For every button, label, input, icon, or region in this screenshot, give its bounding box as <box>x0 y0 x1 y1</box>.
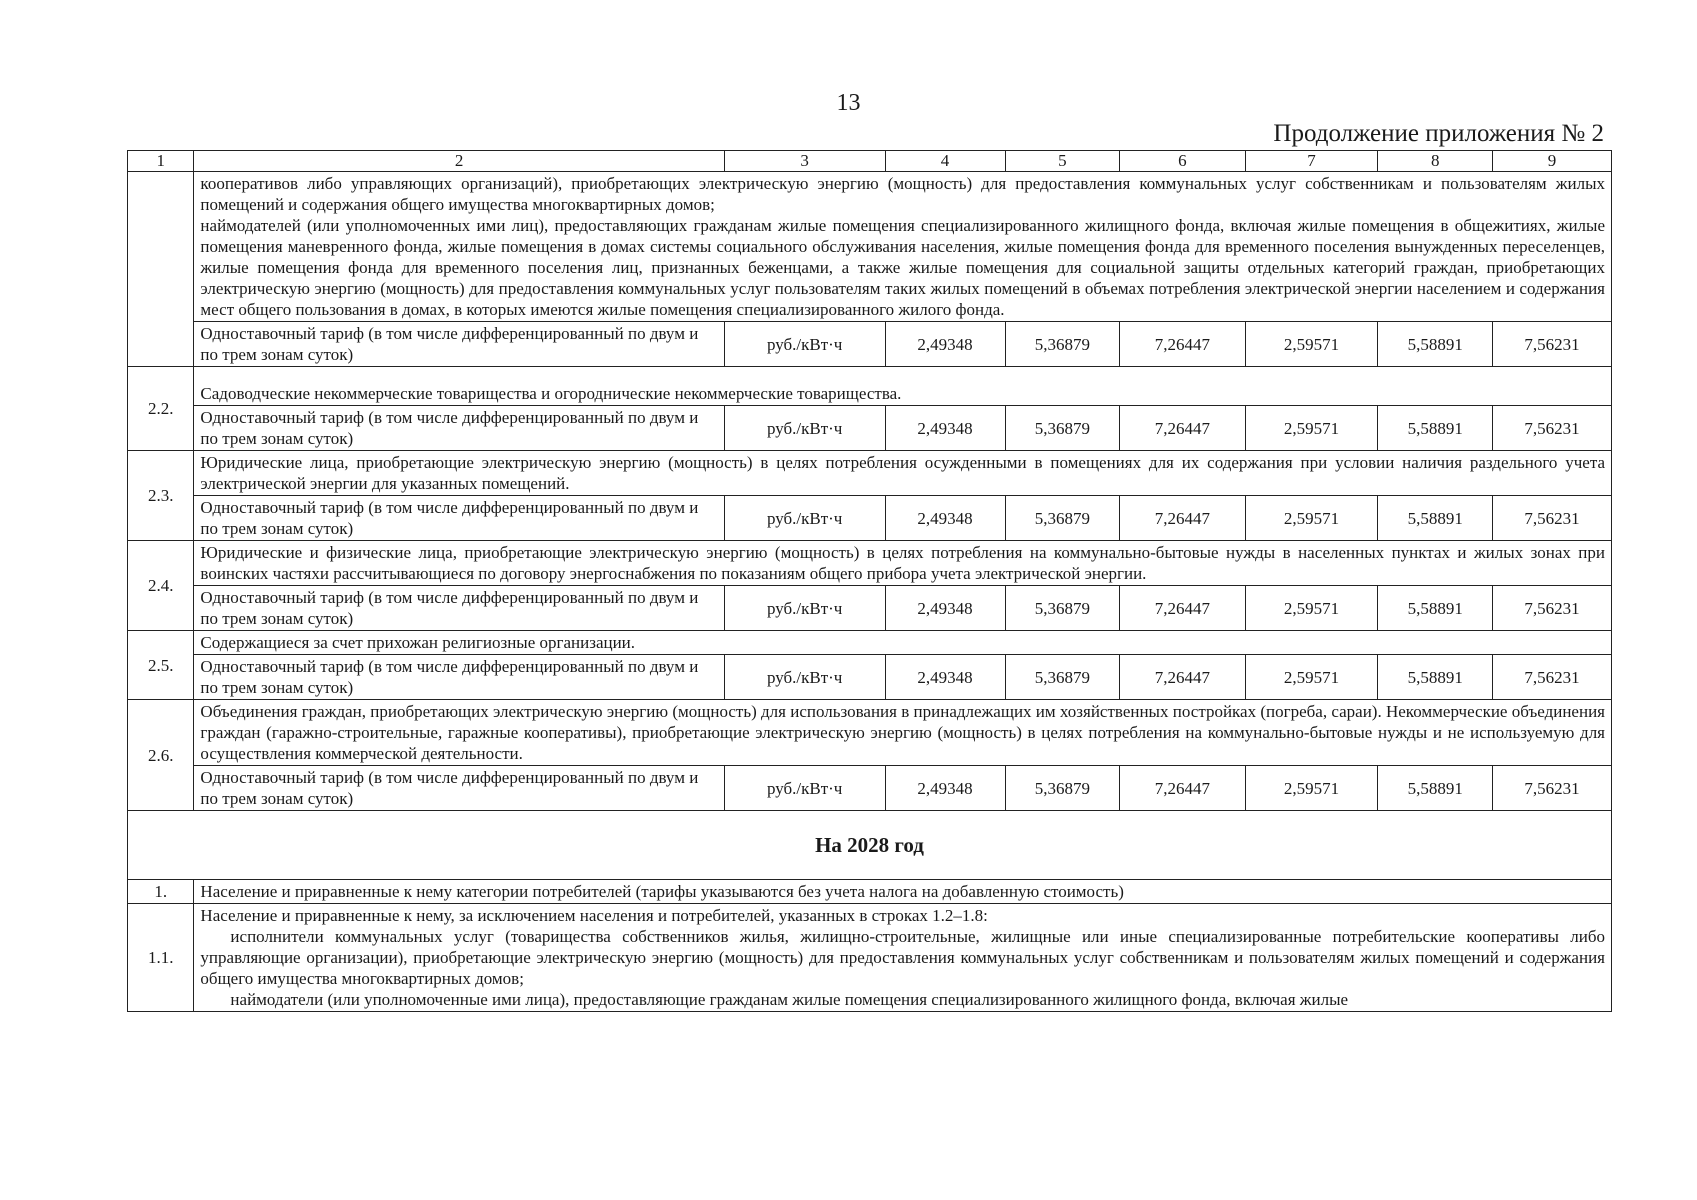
row-number: 1.1. <box>128 904 194 1012</box>
tariff-unit: руб./кВт·ч <box>724 655 885 700</box>
row-number: 2.3. <box>128 451 194 541</box>
tariff-value: 7,26447 <box>1120 586 1245 631</box>
tariff-value: 5,58891 <box>1378 766 1493 811</box>
tariff-value: 2,49348 <box>885 406 1005 451</box>
tariff-value: 7,56231 <box>1493 322 1612 367</box>
tariff-value: 7,26447 <box>1120 322 1245 367</box>
row-description: Население и приравненные к нему категории потребителей (тарифы указываются без учета налога на добавленную стоимость) <box>194 880 1612 904</box>
tariff-unit: руб./кВт·ч <box>724 322 885 367</box>
column-number: 5 <box>1005 151 1120 172</box>
column-number: 3 <box>724 151 885 172</box>
row-text: наймодатели (или уполномоченные ими лица), предоставляющие гражданам жилые помещения специализированного жилищного фонда, включая жилые <box>230 990 1349 1009</box>
group-description: Юридические и физические лица, приобретающие электрическую энергию (мощность) в целях потребления на коммунально-бытовые нужды в населенных пунктах и жилых зонах при воинских частяхи рассчитывающиеся по договору энергоснабжения по показаниям общего прибора учета электрической энергии. <box>194 541 1612 586</box>
tariff-value: 7,56231 <box>1493 586 1612 631</box>
table-row <box>128 172 1612 322</box>
tariff-value: 2,49348 <box>885 655 1005 700</box>
column-number-row <box>128 151 1612 172</box>
tariff-value: 2,49348 <box>885 322 1005 367</box>
column-number: 1 <box>128 151 194 172</box>
year-heading-row <box>128 811 1612 880</box>
tariff-unit: руб./кВт·ч <box>724 586 885 631</box>
tariff-label: Одноставочный тариф (в том числе дифференцированный по двум и по трем зонам суток) <box>194 496 724 541</box>
tariff-value: 2,59571 <box>1245 586 1378 631</box>
row-number: 2.6. <box>128 700 194 811</box>
row-number: 2.5. <box>128 631 194 700</box>
tariff-value: 2,59571 <box>1245 766 1378 811</box>
tariff-label: Одноставочный тариф (в том числе дифференцированный по двум и по трем зонам суток) <box>194 322 724 367</box>
tariff-row <box>128 655 1612 700</box>
tariff-value: 7,56231 <box>1493 766 1612 811</box>
tariff-value: 5,58891 <box>1378 406 1493 451</box>
tariff-value: 2,59571 <box>1245 322 1378 367</box>
tariff-row <box>128 586 1612 631</box>
row-number: 2.2. <box>128 367 194 451</box>
table-row <box>128 541 1612 586</box>
tariff-value: 2,49348 <box>885 586 1005 631</box>
tariff-value: 7,26447 <box>1120 766 1245 811</box>
continued-description <box>194 172 1612 322</box>
tariff-value: 5,36879 <box>1005 766 1120 811</box>
tariff-value: 7,56231 <box>1493 406 1612 451</box>
row-number: 2.4. <box>128 541 194 631</box>
tariff-value: 7,26447 <box>1120 496 1245 541</box>
row-text: исполнители коммунальных услуг (товарищества собственников жилья, жилищно-строительные, жилищные или иные специализированные потребительские кооперативы либо управляющие организации), приобретающие электрическую энергию (мощность) для предоставления коммунальных услуг собственникам и пользователям жилых помещений и содержания общего имущества многоквартирных домов; <box>200 927 1605 988</box>
tariff-value: 7,56231 <box>1493 496 1612 541</box>
tariff-row <box>128 406 1612 451</box>
row-number: 1. <box>128 880 194 904</box>
tariff-value: 5,36879 <box>1005 322 1120 367</box>
appendix-note: Продолжение приложения № 2 <box>1273 120 1604 147</box>
page-number: 13 <box>836 90 861 116</box>
column-number: 4 <box>885 151 1005 172</box>
tariff-table <box>127 150 1612 1012</box>
year-heading: На 2028 год <box>128 811 1612 880</box>
tariff-row <box>128 322 1612 367</box>
group-description: Юридические лица, приобретающие электрическую энергию (мощность) в целях потребления осужденными в помещениях для их содержания при условии наличия раздельного учета электрической энергии для указанных помещений. <box>194 451 1612 496</box>
row-text: Население и приравненные к нему, за исключением населения и потребителей, указанных в строках 1.2–1.8: <box>200 906 988 925</box>
tariff-row <box>128 766 1612 811</box>
tariff-row <box>128 496 1612 541</box>
tariff-value: 2,49348 <box>885 766 1005 811</box>
table-row <box>128 700 1612 766</box>
tariff-unit: руб./кВт·ч <box>724 766 885 811</box>
tariff-unit: руб./кВт·ч <box>724 496 885 541</box>
tariff-value: 5,36879 <box>1005 406 1120 451</box>
tariff-value: 5,36879 <box>1005 655 1120 700</box>
tariff-value: 5,36879 <box>1005 496 1120 541</box>
tariff-value: 2,59571 <box>1245 655 1378 700</box>
group-description: Содержащиеся за счет прихожан религиозные организации. <box>194 631 1612 655</box>
table-row <box>128 451 1612 496</box>
tariff-value: 2,49348 <box>885 496 1005 541</box>
table-row <box>128 904 1612 1012</box>
tariff-label: Одноставочный тариф (в том числе дифференцированный по двум и по трем зонам суток) <box>194 406 724 451</box>
continued-text: наймодателей (или уполномоченных ими лиц), предоставляющих гражданам жилые помещения специализированного жилищного фонда, включая жилые помещения в общежитиях, жилые помещения маневренного фонда, жилые помещения в домах системы социального обслуживания населения, жилые помещения фонда для временного поселения вынужденных переселенцев, жилые помещения фонда для временного поселения лиц, признанных беженцами, а также жилые помещения для социальной защиты отдельных категорий граждан, приобретающих электрическую энергию (мощность) для предоставления коммунальных услуг пользователям таких жилых помещений в объемах потребления электрической энергии населением и содержания мест общего пользования в домах, в которых имеются жилые помещения специализированного жилого фонда. <box>200 216 1605 319</box>
column-number: 6 <box>1120 151 1245 172</box>
group-description: Объединения граждан, приобретающих электрическую энергию (мощность) для использования в принадлежащих им хозяйственных постройках (погреба, сараи). Некоммерческие объединения граждан (гаражно-строительные, гаражные кооперативы), приобретающие электрическую энергию (мощность) в целях потребления на коммунально-бытовые нужды и не используемую для осуществления коммерческой деятельности. <box>194 700 1612 766</box>
row-description <box>194 904 1612 1012</box>
tariff-value: 5,58891 <box>1378 496 1493 541</box>
tariff-value: 2,59571 <box>1245 406 1378 451</box>
row-number <box>128 172 194 367</box>
table-row <box>128 631 1612 655</box>
group-description: Садоводческие некоммерческие товарищества и огороднические некоммерческие товарищества. <box>194 367 1612 406</box>
column-number: 2 <box>194 151 724 172</box>
tariff-unit: руб./кВт·ч <box>724 406 885 451</box>
tariff-value: 2,59571 <box>1245 496 1378 541</box>
table-row <box>128 367 1612 406</box>
tariff-value: 7,26447 <box>1120 406 1245 451</box>
column-number: 7 <box>1245 151 1378 172</box>
tariff-value: 7,56231 <box>1493 655 1612 700</box>
tariff-value: 7,26447 <box>1120 655 1245 700</box>
continued-text: кооперативов либо управляющих организаций), приобретающих электрическую энергию (мощность) для предоставления коммунальных услуг собственникам и пользователям жилых помещений и содержания общего имущества многоквартирных домов; <box>200 174 1605 214</box>
tariff-label: Одноставочный тариф (в том числе дифференцированный по двум и по трем зонам суток) <box>194 655 724 700</box>
tariff-label: Одноставочный тариф (в том числе дифференцированный по двум и по трем зонам суток) <box>194 586 724 631</box>
tariff-value: 5,58891 <box>1378 655 1493 700</box>
column-number: 9 <box>1493 151 1612 172</box>
tariff-label: Одноставочный тариф (в том числе дифференцированный по двум и по трем зонам суток) <box>194 766 724 811</box>
column-number: 8 <box>1378 151 1493 172</box>
table-row <box>128 880 1612 904</box>
tariff-value: 5,58891 <box>1378 322 1493 367</box>
tariff-value: 5,36879 <box>1005 586 1120 631</box>
tariff-value: 5,58891 <box>1378 586 1493 631</box>
